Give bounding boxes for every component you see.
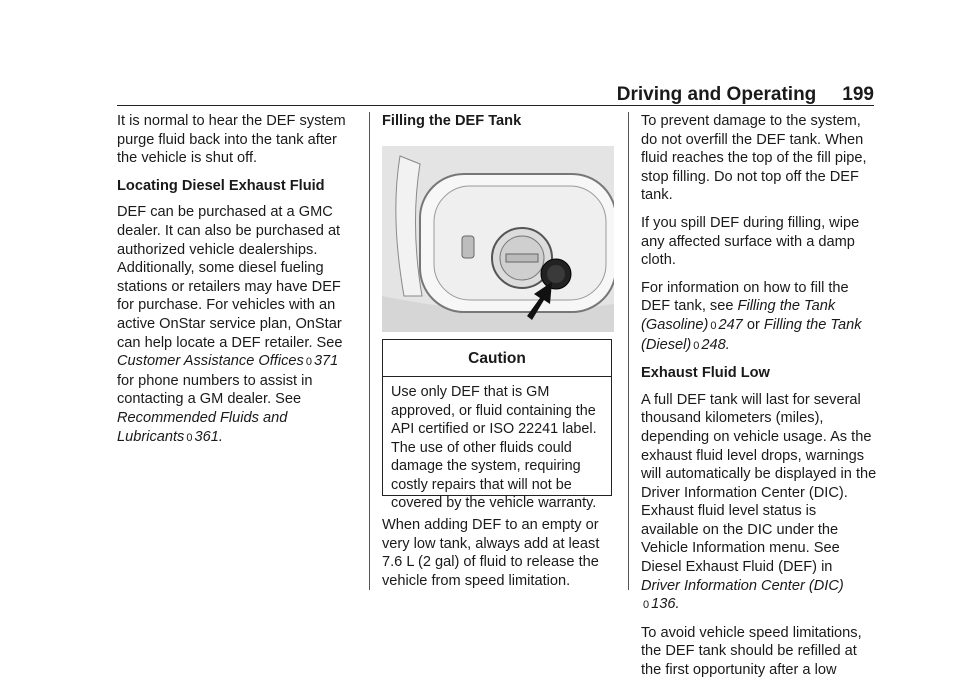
reference-page: 371 bbox=[313, 353, 339, 370]
section-heading: Filling the DEF Tank bbox=[382, 113, 522, 129]
def-fill-cap-illustration bbox=[382, 146, 614, 332]
column-divider-2 bbox=[628, 112, 629, 590]
reference-title: Recommended Fluids and Lubricants bbox=[117, 409, 288, 445]
reference-title: Driver Information Center (DIC) bbox=[641, 577, 844, 594]
paragraph-text: for phone numbers to assist in contacting a GM dealer. See bbox=[117, 372, 313, 408]
column-2 bbox=[382, 112, 616, 139]
column-3 bbox=[641, 112, 877, 689]
section-heading: Locating Diesel Exhaust Fluid bbox=[117, 177, 325, 194]
paragraph-text: For information on how to fill the DEF tank, see bbox=[641, 279, 849, 315]
paragraph-text: A full DEF tank will last for several thousand kilometers (miles), depending on vehicle usage. As the exhaust fluid level drops, warnings will automatically be displayed in the Driver Information Center (DIC). Exhaust fluid level status is available on the DIC under the Vehicle Information menu. See bbox=[641, 391, 877, 557]
cross-reference-link[interactable]: Driver Information Center (DIC) 0 136. bbox=[641, 577, 844, 613]
paragraph: When adding DEF to an empty or very low tank, always add at least 7.6 L (2 gal) of fluid to release the vehicle from speed limitation. bbox=[382, 517, 600, 589]
page-ref-icon: 0 bbox=[693, 339, 700, 352]
cross-reference-link[interactable]: Recommended Fluids and Lubricants 0 361. bbox=[117, 409, 288, 445]
paragraph bbox=[117, 203, 357, 447]
caution-title: Caution bbox=[383, 340, 611, 377]
paragraph bbox=[641, 391, 877, 615]
page-ref-icon: 0 bbox=[710, 319, 717, 332]
paragraph bbox=[641, 279, 877, 355]
page-number: 199 bbox=[842, 84, 874, 105]
reference-page: 361 bbox=[194, 428, 219, 445]
dic-item-name: Diesel Exhaust Fluid (DEF) bbox=[641, 559, 817, 576]
caution-text: Use only DEF that is GM approved, or fluid containing the API certified or ISO 22241 label. The use of other fluids could damage the system, requiring costly repairs that will not be covered by the vehicle warranty. bbox=[391, 384, 597, 511]
paragraph-text: or bbox=[746, 316, 760, 333]
reference-page: 136 bbox=[651, 596, 676, 613]
reference-page: 247 bbox=[718, 316, 743, 333]
paragraph: To avoid vehicle speed limitations, the DEF tank should be refilled at the first opportunity after a low bbox=[641, 624, 862, 679]
section-title: Driving and Operating bbox=[616, 84, 817, 105]
caution-box bbox=[382, 339, 612, 511]
paragraph-text: DEF can be purchased at a GMC dealer. It can also be purchased at authorized vehicle dealerships. Additionally, some diesel fueling stations or retailers may have DEF for purchase. For vehicles with an active OnStar service plan, OnStar can help locate a DEF retailer. See bbox=[117, 204, 343, 351]
column-divider-1 bbox=[369, 112, 370, 590]
reference-page: 248 bbox=[701, 336, 726, 353]
paragraph: It is normal to hear the DEF system purge fluid back into the tank after the vehicle is shut off. bbox=[117, 113, 346, 167]
cross-reference-link[interactable] bbox=[117, 353, 338, 369]
fuel-door-icon bbox=[382, 146, 614, 332]
reference-title: Filling the Tank (Diesel) bbox=[641, 316, 862, 353]
section-heading: Exhaust Fluid Low bbox=[641, 365, 770, 382]
header-rule bbox=[117, 105, 874, 106]
column-2-lower bbox=[382, 516, 616, 599]
reference-title: Customer Assistance Offices bbox=[117, 353, 304, 370]
page-header bbox=[560, 84, 874, 106]
page-ref-icon: 0 bbox=[643, 599, 650, 612]
column-1 bbox=[117, 112, 357, 456]
page-ref-icon: 0 bbox=[305, 356, 312, 369]
cross-reference-link[interactable]: Filling the Tank (Diesel) 0 248. bbox=[641, 316, 862, 353]
paragraph-text: in bbox=[821, 559, 833, 576]
paragraph: To prevent damage to the system, do not overfill the DEF tank. When fluid reaches the top of the fill pipe, stop filling. Do not top off the DEF tank. bbox=[641, 113, 867, 204]
paragraph: If you spill DEF during filling, wipe any affected surface with a damp cloth. bbox=[641, 214, 860, 269]
reference-title: Filling the Tank (Gasoline) bbox=[641, 298, 836, 333]
page-ref-icon: 0 bbox=[186, 431, 193, 444]
